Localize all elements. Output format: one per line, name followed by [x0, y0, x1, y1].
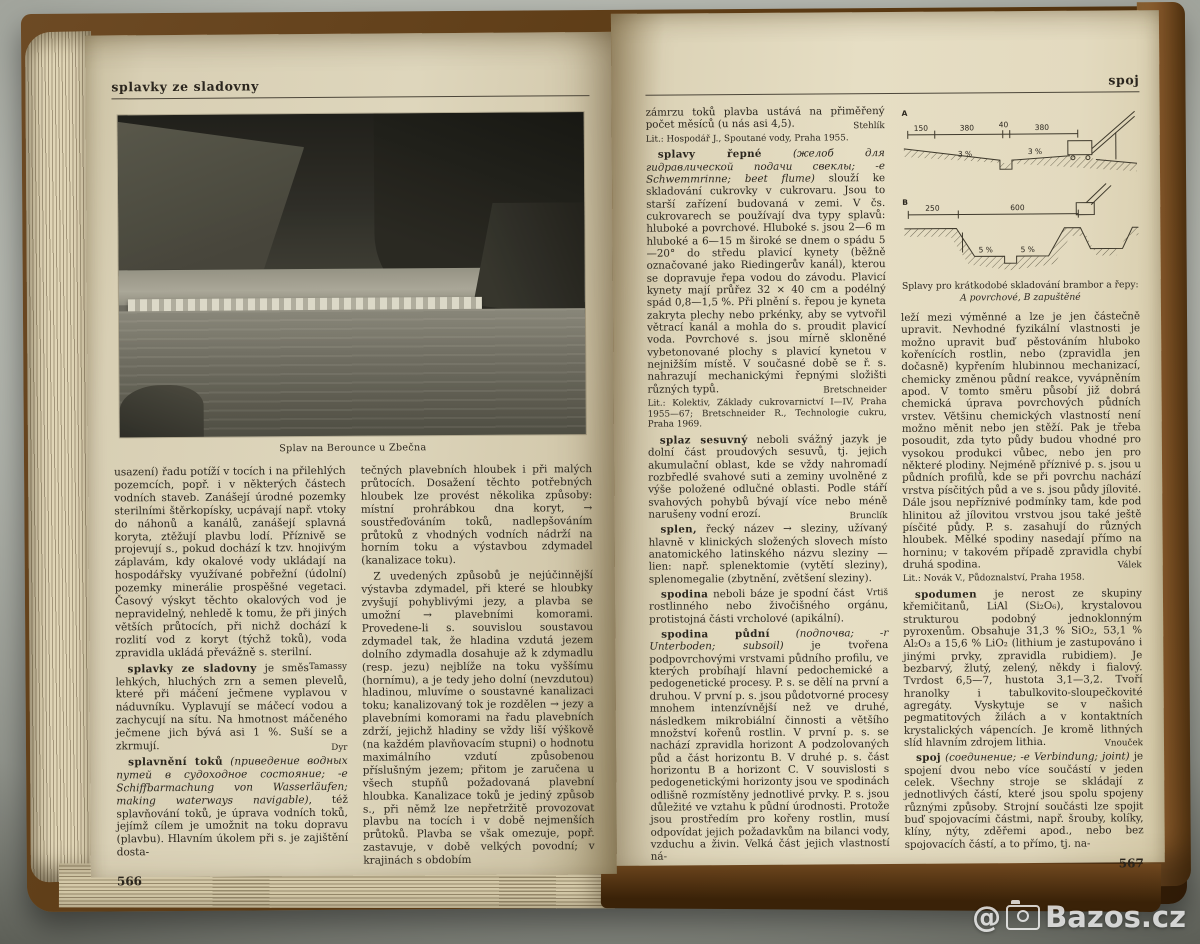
author-signature: Tamassy	[308, 661, 347, 673]
paragraph-text: usazení) řadu potíží v tocích i na přilehlých pozemcích, popř. i v některých částech vodních staveb. Zanášejí úrodné pozemky sterilními štěrkopísky, ucpávají např. vtoky do náhonů a kanálů, zanášejí splavná koryta, ztěžují plavbu lodí. Příznivě se projevují s., pokud dochází k tzv. hnojivým záplavám, kdy okalové vody ukládají na hospodářsky využívané pobřežní (údolní) pozemky minerálie prospěšné vegetaci. Časový výskyt těchto okalových vod je nepravidelný, nehledě k tomu, že při jiných větších průtocích, při nichž dochází k rozlití vod z koryt (týchž toků), voda zpravidla ukládá převážně s. sterilní.	[114, 464, 347, 660]
diagram-label-b: B	[902, 197, 908, 207]
dim-a-40: 40	[998, 120, 1009, 130]
left-columns	[114, 463, 595, 888]
right-columns	[646, 103, 1145, 873]
diagram-caption	[901, 279, 1140, 304]
photo-caption: Splav na Berounce u Zbečna	[279, 442, 427, 455]
watermark-at: @	[972, 900, 1002, 934]
watermark	[972, 900, 1186, 934]
headword: splen,	[660, 523, 697, 536]
headword: splavky ze sladovny	[127, 662, 257, 675]
slope-a-right: 3 %	[1027, 146, 1043, 157]
author-signature: Válek	[1117, 560, 1142, 571]
left-column-2	[361, 463, 595, 887]
paragraph-text: , též splavňování toků, je úprava vodních toků, jejímž cílem je umožnit na toku dopravu (plavbu). Hlavním úkolem při s. je zajištění dosta-	[116, 793, 349, 859]
literature-reference: Lit.: Novák V., Půdoznalství, Praha 1958.	[902, 572, 1085, 585]
dim-a-380-left: 380	[959, 123, 975, 133]
entry-spodumen	[903, 587, 1143, 749]
dim-b-250: 250	[925, 203, 940, 213]
right-page	[611, 10, 1165, 871]
paragraph-text: řecký název → sleziny, užívaný hlavně v klinických složených slovech místo anatomického latinského názvu sleziny — lien: např. splenektomie (vytětí sleziny), splenomegalie (zbytnění, zvětšení sleziny).	[648, 522, 888, 586]
headword: spodumen	[914, 588, 977, 601]
river-photo	[118, 112, 586, 437]
dim-a-150: 150	[913, 123, 929, 133]
entry-splavky-ze-sladovny	[115, 661, 347, 753]
left-page-content	[111, 76, 595, 888]
paragraph-text: Z uvedených způsobů je nejúčinnější výstavba zdymadel, při které se hloubky zvyšují pohyblivými jezy, a plavba se umožní → plavebními komorami. Provedene-li s. souvislou soustavou zdymadel tak, že hladina vzdutá jezem dolního zdymadla dosahuje až k zdymadlu (resp. jezu) nejblíže na toku vyššímu (hornímu), a je tedy jeho dolní (nevzdutou) hladinou, mluvíme o soustavné kanalizaci toku; kanalizovaný tok je rozdělen → jezy a plavebními komorami na řadu plavebních zdrží, jejichž hladiny se vždy liší výškově (na každém plavňovacím stupni) o hodnotu maximálního vzdutí způsobenou příslušným jezem; přitom je zaručena u všech stupňů požadovaná plavební hloubka. Kanalizace toků je jediný způsob s., při němž lze nepřetržitě provozovat plavbu na tocích i v době nejmenších průtoků. Plavba se však omezuje, popř. zastavuje, v době velkých povodní; v krajinách s obdobím	[361, 569, 595, 867]
camera-icon	[1006, 905, 1040, 930]
left-running-head: splavky ze sladovny	[111, 78, 259, 95]
paragraph-text: je spojení dvou nebo více součástí v jeden celek. Všechny stroje se skládají z jednotlivých částí, které jsou spolu spojeny různými způsoby. Strojní součásti lze spojit buď spojovacími částmi, např. šrouby, kolíky, klíny, nýty, zděřemi apod., nebo bez spojovacích částí, a to přímo, tj. na-	[904, 750, 1144, 851]
headword: splavy řepné	[657, 148, 762, 161]
paragraph	[646, 105, 885, 131]
author-signature: Stehlík	[853, 120, 885, 132]
slope-b-left: 5 %	[978, 245, 993, 255]
left-column-1	[114, 465, 348, 889]
diagram-caption-line2: A povrchové, B zapuštěné	[960, 291, 1081, 304]
headword: splavnění toků	[128, 755, 223, 769]
entry-splavneni-toku	[116, 755, 348, 860]
dim-a-380-right: 380	[1034, 122, 1050, 132]
slope-a-left: 3 %	[957, 149, 973, 159]
entry-spoj	[904, 751, 1144, 851]
right-page-content	[645, 72, 1145, 873]
diagram-label-a: A	[901, 108, 908, 118]
dim-b-600: 600	[1010, 203, 1025, 213]
paragraph	[361, 463, 593, 568]
left-page-number: 566	[116, 874, 143, 889]
paragraph-text: tečných plavebních hloubek i při malých průtocích. Dosažení těchto potřebných hloubek lze provést několika způsoby: místní prohrábkou dna koryt, → soustřeďováním toků, nadlepšováním průtoků z vhodných vodních nádrží na horním toku a výstavbou zdymadel (kanalizace toku).	[360, 463, 593, 568]
paragraph-text: je nerost ze skupiny křemičitanů, LiAl (Si₂O₆), krystalovou strukturou podobný jednoklonným pyroxenům. Obsahuje 31,3 % SiO₂, 53,1 % Al₂O₃ a 15,6 % LiO₂ (lithium je zastupováno i jinými prvky, zpravidla rubidiem). Je bezbarvý, žlutý, zelený, někdy i fialový. Tvrdost 6,5—7, hustota 3,1—3,2. Tvoří hranolky i tabulkovito-sloupečkovité agregáty. Vyskytuje se v našich pegmatitových žilách a v kontaktních krystalických vápencích. Je kromě lithných slíd hlavním zdrojem lithia.	[902, 587, 1143, 749]
paragraph	[901, 310, 1142, 571]
right-page-number: 567	[1118, 856, 1144, 871]
translations: (желоб для гидравлической подачи свеклы; -e Schwemmrinne; beet flume)	[645, 147, 886, 186]
entry-spodina	[649, 587, 888, 626]
translations: (приведение водных путей в судоходное состояние; -e Schiffbarmachung von Wasserläufen; making waterways navigable)	[116, 754, 348, 808]
paragraph-text: neboli svážný jazyk je dolní část proudových sesuvů, tj. jejich akumulační oblast, kde se vždy nahromadí rozbředlé svahové suti a zeminy uvolněné z výše položené odlučné oblasti. Podle stáří svahových pohybů bývají více nebo méně narušeny vodní erozí.	[647, 432, 888, 521]
paragraph-text: neboli báze je spodní část rostlinného nebo živočišného orgánu, protistojná části vrcholové (apikální).	[648, 587, 889, 626]
paragraph	[361, 569, 595, 867]
paragraph-text: leží mezi výměnné a lze je jen částečně upravit. Nevhodné fyzikální vlastnosti je možno upravit buď pěstováním hluboko kořenících rostlin, nebo (zpravidla jen dočasně) kypřením hlubinnou mechanizací, chemicky změnou půdní reakce, vyvápněním apod. V tomto směru působí již dobrá chemická úprava povrchových půdních vrstev. Většinu chemických vlastností není možno měnit nebo jen stěží. Pak je třeba posoudit, zda tyto půdy budou vhodné pro vysokou produkci vůbec, nebo jen pro některé plodiny. Nejméně příznivé p. s. jsou u půdních profilů, kde se při povrchu nachází vrstva písčitých půd a ve s. jsou půdy jílovité. Dále jsou nepříznivé podmínky tam, kde pod hlinitou až jílovitou vrstvou jsou také ještě písčité půdy. P. s. zasahují do různých hloubek. Mělké spodiny nasedají přímo na horninu; v takovém případě zpravidla chybí druhá spodina.	[900, 310, 1142, 571]
slope-b-right: 5 %	[1020, 244, 1035, 255]
headword: spodina	[660, 588, 709, 601]
right-running-head-row	[645, 72, 1139, 95]
paragraph-text: slouží ke skladování cukrovky v cukrovaru. Jsou to starší zařízení budovaná v zemi. V čs. cukrovarech se používají dva typy splavů: hluboké a povrchové. Hluboké s. jsou 2—6 m hluboké a 6—15 m široké se dnem o spádu 5—20° do středu plavicí kynety (běžně označované jako Riedingerův kanál), kterou se dopravuje řepa vodou do závodu. Plavicí kynety mají průřez 32 × 40 cm a podélný spád 0,8—1,5 %. Při plnění s. řepou je kyneta zakryta plechy nebo prkénky, aby se vytvořil větrací kanál a mohla do s. proudit plavicí voda. Povrchové s. jsou mírně skloněné vybetonované plochy s plavicí kynetou v nejnižším místě. V současné době se ř. s. nahrazují mechanickými řepnými složišti různých typů.	[646, 171, 887, 396]
paragraph-text: je tvořena podpovrchovými vrstvami půdního profilu, ve kterých probíhají hlavní pedochemické a pedogenetické procesy. P. s. se dělí na první a druhou. V první p. s. jsou půdotvorné procesy mnohem intenzívnější než ve druhé, následkem mikrobiální činnosti a většího množství kořenů rostlin. V první p. s. se nachází zpravidla horizont A podzolovaných půd a část horizontu B. V druhé p. s. část horizontu B a horizont C. V souvislosti s pedogenetickými horizonty jsou ve spodinách odlišně rozmístěny jednotlivé prvky. P. s. jsou důležité ve vztahu k půdní úrodnosti. Protože jsou prostředím pro kořeny rostlin, musí odpovídat jejich požadavkům na bilanci vody, vzduchu a živin. Velká část jejich vlastností ná-	[649, 639, 890, 863]
entry-splavy-repne	[646, 147, 887, 396]
author-signature: Dyr	[331, 742, 348, 753]
right-column-1	[646, 105, 890, 873]
literature-reference: Lit.: Hospodář J., Spoutané vody, Praha 1955.	[645, 132, 849, 145]
book	[15, 0, 1191, 918]
photo-foreground-rock	[119, 385, 203, 437]
headword: spodina půdní	[661, 627, 770, 641]
paragraph-text: zámrzu toků plavba ustává na přiměřený počet měsíců (u nás asi 4,5).	[645, 105, 885, 132]
literature-reference: Lit.: Kolektiv, Základy cukrovarnictví I—IV, Praha 1955—67; Bretschneider R., Technologie cukru, Praha 1969.	[647, 397, 887, 431]
translations: (соединение; -e Verbindung; joint)	[945, 750, 1130, 764]
splavy-cross-section-diagram	[900, 103, 1144, 277]
headword: spoj	[916, 751, 941, 765]
headword: splaz sesuvný	[659, 433, 748, 447]
author-signature: Brunclík	[849, 510, 888, 521]
author-signature: Bretschneider	[823, 385, 887, 396]
diagram-caption-line1: Splavy pro krátkodobé skladování brambor a řepy:	[901, 279, 1139, 292]
author-signature: Vrtiš	[866, 587, 888, 598]
left-page	[85, 32, 617, 889]
left-running-head-row	[111, 76, 589, 99]
paragraph-text: je směs lehkých, hluchých zrn a semen plevelů, které při máčení ječmene vyplavou v náduvníku. Vyplavují se máčecí vodou a zachycují na sítu. Na hmotnost máčeného ječmene jich bývá asi 1 %. Suší se a zkrmují.	[115, 661, 348, 753]
right-column-2	[900, 103, 1144, 871]
entry-splaz-sesuvny	[648, 433, 888, 521]
right-running-head: spoj	[1108, 72, 1140, 88]
author-signature: Vnouček	[1104, 738, 1144, 749]
entry-spodina-pudni	[649, 627, 890, 863]
translations: (подпочва; -r Unterboden; subsoil)	[649, 627, 889, 654]
watermark-site: Bazos.cz	[1045, 900, 1186, 934]
